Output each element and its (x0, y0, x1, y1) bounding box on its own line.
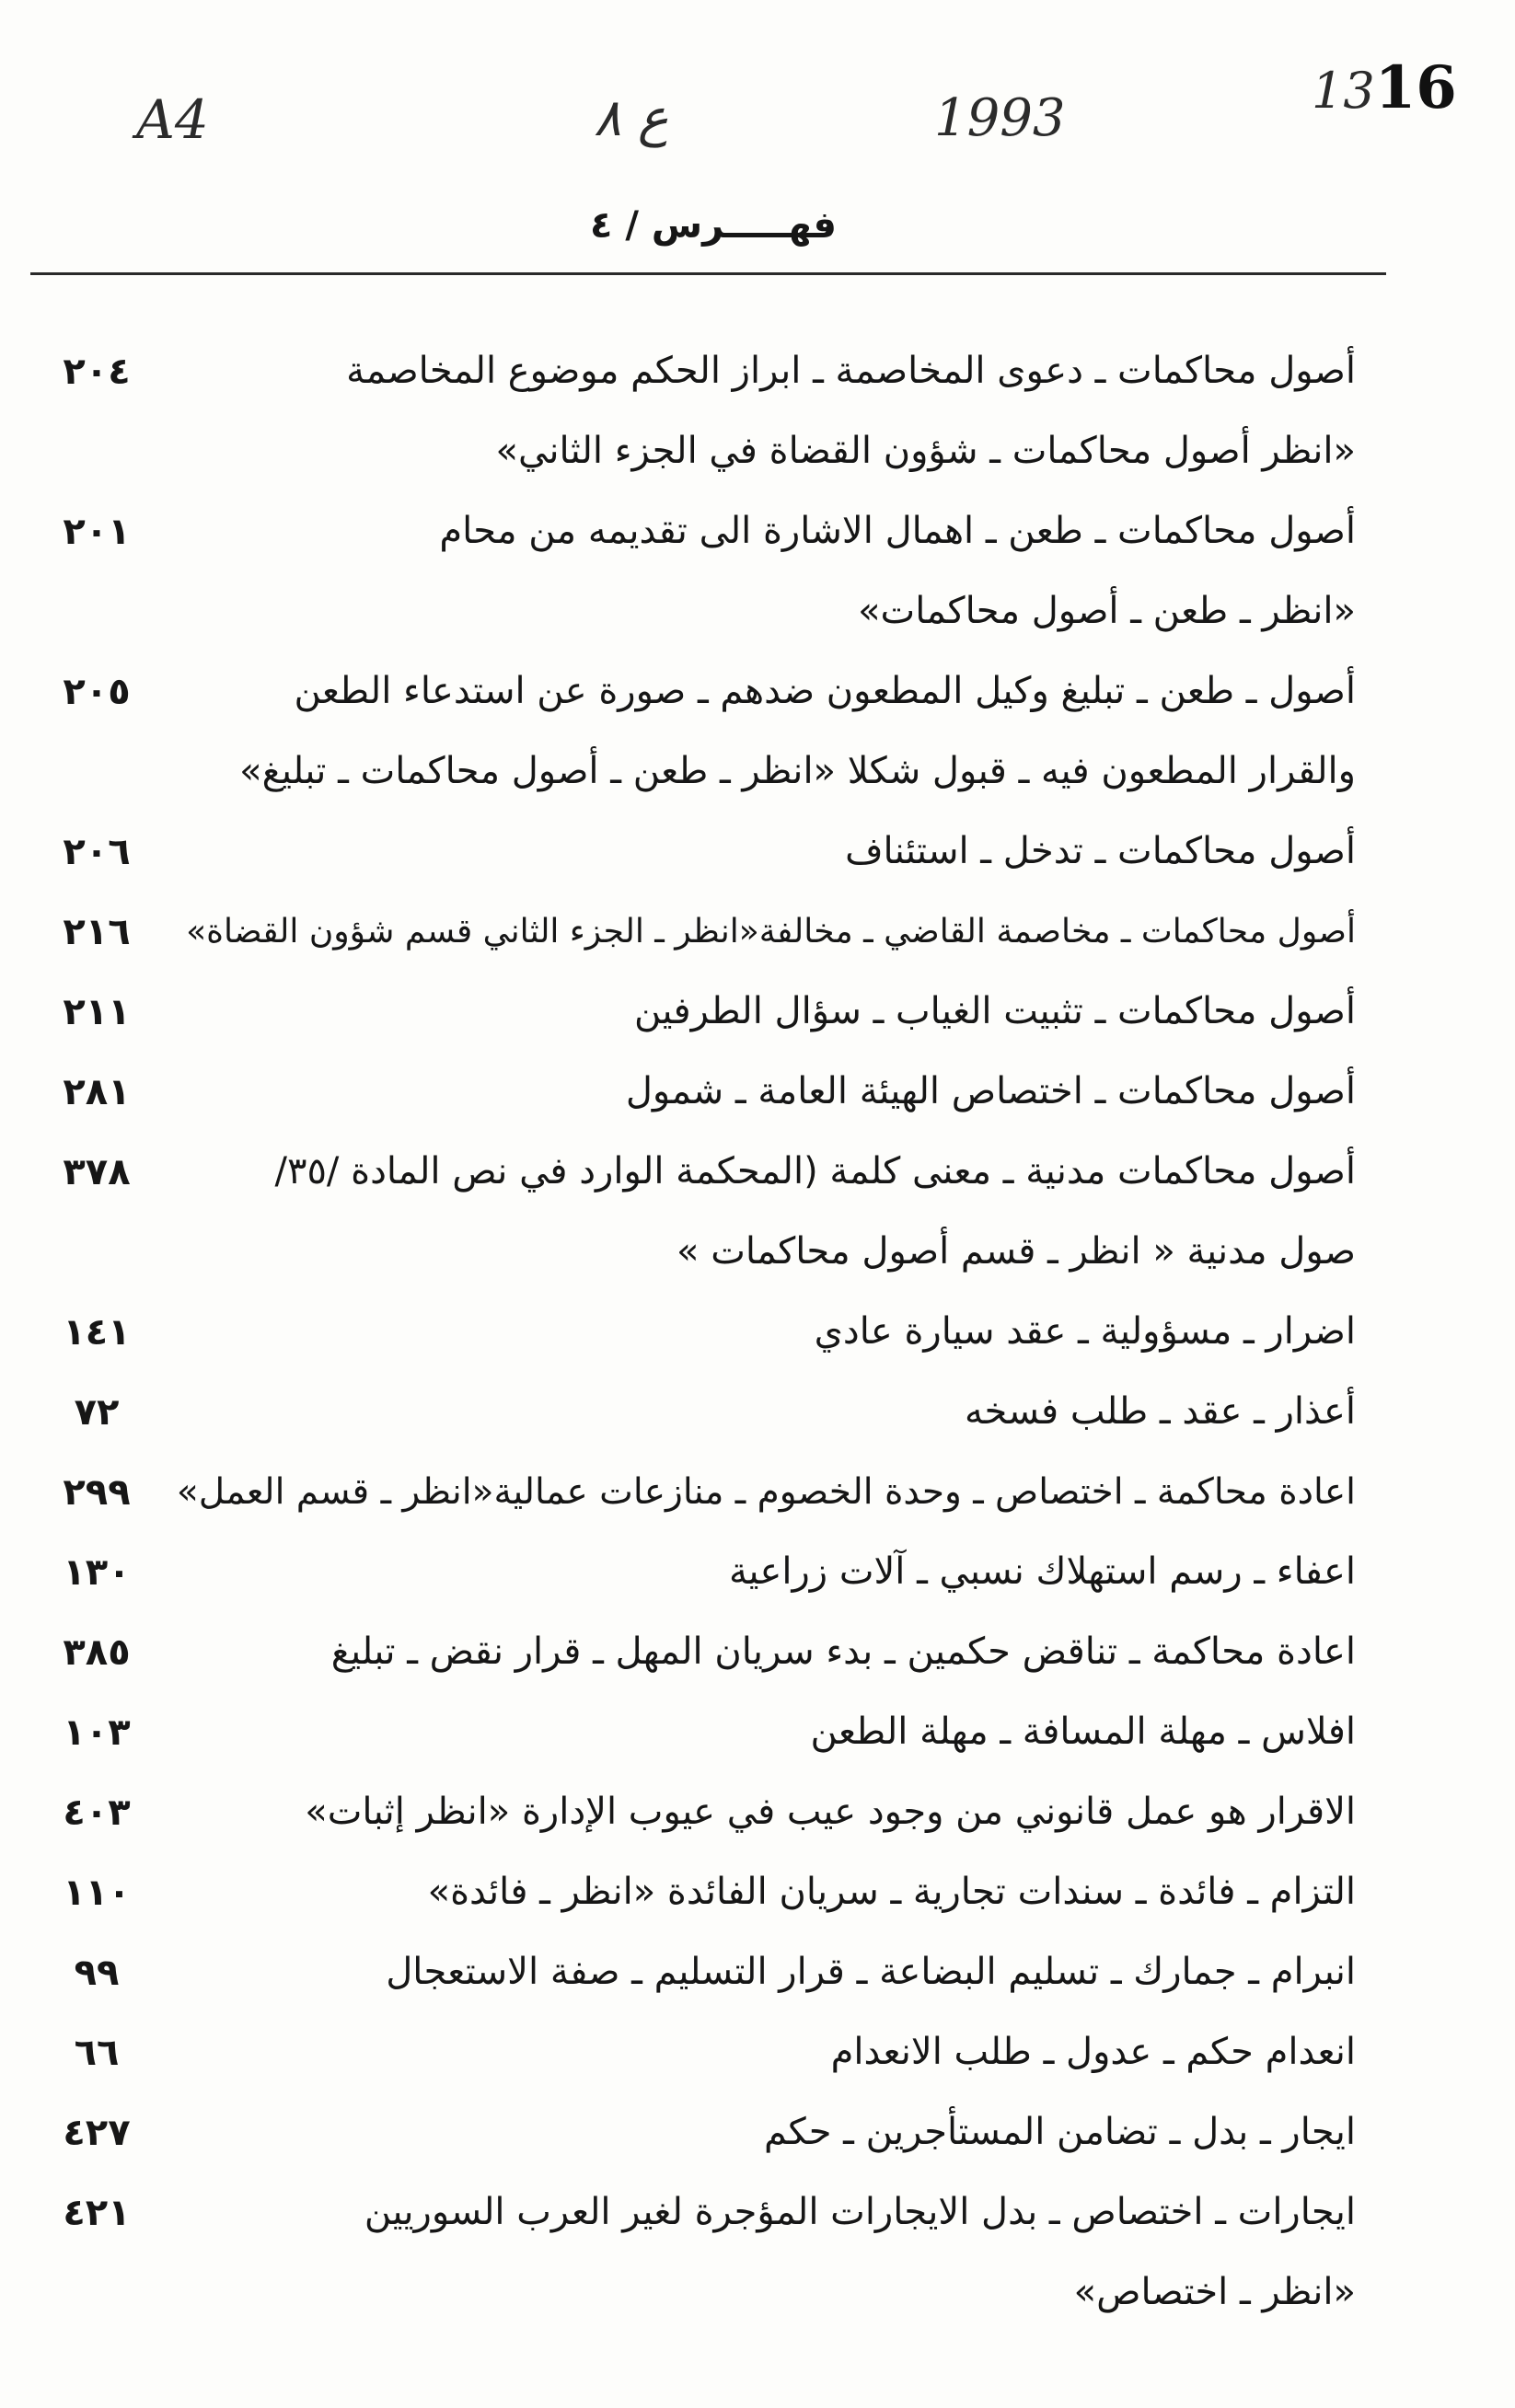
index-entry (28, 331, 1356, 491)
entry-line (28, 1292, 1356, 1372)
entry-line (28, 2012, 1356, 2092)
page-number: ٤٠٣ (63, 1791, 131, 1834)
entry-line (28, 812, 1356, 892)
entry-line (28, 1612, 1356, 1692)
index-entry (28, 1692, 1356, 1772)
page-title: فهـــــرس / ٤ (590, 204, 837, 247)
index-entry (28, 1532, 1356, 1612)
entry-line (28, 2172, 1356, 2252)
entry-line (28, 1452, 1356, 1532)
page-number: ٧٢ (74, 1390, 120, 1434)
entry-continuation: والقرار المطعون فيه ـ قبول شكلا «انظر ـ طعن ـ أصول محاكمات ـ تبليغ» (239, 750, 1356, 792)
page-number: ١٣٠ (63, 1550, 131, 1594)
page-number: ٤٢١ (63, 2191, 131, 2234)
page-number: ١٠٣ (63, 1711, 131, 1754)
entry-text: افلاس ـ مهلة المسافة ـ مهلة الطعن (810, 1711, 1356, 1753)
index-entry (28, 491, 1356, 651)
page-number: ٩٩ (74, 1951, 120, 1994)
index-entry (28, 812, 1356, 892)
header-divider (30, 272, 1386, 275)
entry-continuation: صول مدنية « انظر ـ قسم أصول محاكمات » (677, 1230, 1356, 1273)
page-number: ٣٧٨ (63, 1150, 131, 1193)
entry-text: التزام ـ فائدة ـ سندات تجارية ـ سريان الفائدة «انظر ـ فائدة» (427, 1871, 1356, 1913)
entry-line (28, 331, 1356, 411)
entry-text: اعادة محاكمة ـ اختصاص ـ وحدة الخصوم ـ منازعات عمالية«انظر ـ قسم العمل» (176, 1471, 1356, 1513)
entry-text: ايجارات ـ اختصاص ـ بدل الايجارات المؤجرة لغير العرب السوريين (364, 2191, 1356, 2233)
entry-line (28, 892, 1356, 972)
entry-text: أصول محاكمات ـ اختصاص الهيئة العامة ـ شمول (625, 1070, 1356, 1112)
entry-text: اعادة محاكمة ـ تناقض حكمين ـ بدء سريان المهل ـ قرار نقض ـ تبليغ (330, 1630, 1356, 1673)
entry-text: أصول محاكمات ـ دعوى المخاصمة ـ ابراز الحكم موضوع المخاصمة (346, 350, 1356, 392)
index-list (28, 331, 1356, 2333)
entry-line (28, 1372, 1356, 1452)
handwritten-archive-code: A4 (136, 88, 209, 151)
entry-line (28, 1532, 1356, 1612)
entry-text: أصول ـ طعن ـ تبليغ وكيل المطعون ضدهم ـ صورة عن استدعاء الطعن (294, 670, 1356, 712)
index-entry (28, 1372, 1356, 1452)
entry-text: انعدام حكم ـ عدول ـ طلب الانعدام (830, 2031, 1356, 2073)
index-entry (28, 1852, 1356, 1932)
entry-line (28, 972, 1356, 1052)
entry-text: أصول محاكمات ـ مخاصمة القاضي ـ مخالفة«انظر ـ الجزء الثاني قسم شؤون القضاة» (186, 913, 1356, 951)
index-entry (28, 651, 1356, 812)
entry-text: انبرام ـ جمارك ـ تسليم البضاعة ـ قرار التسليم ـ صفة الاستعجال (386, 1951, 1356, 1993)
entry-line (28, 1772, 1356, 1852)
index-entry (28, 892, 1356, 972)
entry-text: الاقرار هو عمل قانوني من وجود عيب في عيوب الإدارة «انظر إثبات» (305, 1791, 1356, 1833)
index-entry (28, 1292, 1356, 1372)
entry-line (28, 2252, 1356, 2333)
page-number: ٢٨١ (63, 1070, 131, 1113)
index-entry (28, 972, 1356, 1052)
entry-text: أصول محاكمات ـ تدخل ـ استئناف (845, 830, 1356, 872)
entry-text: أصول محاكمات ـ تثبيت الغياب ـ سؤال الطرفين (633, 990, 1356, 1032)
handwritten-page-number (1312, 53, 1457, 122)
page-number: ٣٨٥ (63, 1630, 131, 1674)
index-entry (28, 1132, 1356, 1292)
entry-line (28, 1212, 1356, 1292)
entry-line (28, 1852, 1356, 1932)
entry-line (28, 411, 1356, 491)
page-number: ١١٠ (63, 1871, 131, 1914)
page-number: ٢٩٩ (63, 1470, 131, 1514)
index-entry (28, 1612, 1356, 1692)
entry-text: أصول محاكمات مدنية ـ معنى كلمة (المحكمة الوارد في نص المادة /٣٥/ (274, 1150, 1356, 1192)
page-number: ٦٦ (74, 2031, 120, 2074)
index-entry (28, 1052, 1356, 1132)
entry-line (28, 1132, 1356, 1212)
entry-continuation: «انظر أصول محاكمات ـ شؤون القضاة في الجزء الثاني» (495, 430, 1356, 472)
entry-line (28, 1052, 1356, 1132)
entry-line (28, 732, 1356, 812)
stamped-number-part: 16 (1374, 53, 1457, 122)
page-number: ٢٠٥ (63, 670, 131, 713)
index-entry (28, 1772, 1356, 1852)
index-entry (28, 1932, 1356, 2012)
entry-text: اعفاء ـ رسم استهلاك نسبي ـ آلات زراعية (728, 1550, 1356, 1593)
page-number: ٢٠١ (63, 510, 131, 553)
index-entry (28, 2012, 1356, 2092)
entry-text: ايجار ـ بدل ـ تضامن المستأجرين ـ حكم (764, 2111, 1356, 2153)
index-entry (28, 2172, 1356, 2333)
handwritten-mark: ٨ ع (594, 88, 669, 148)
page-number: ٢٠٦ (63, 830, 131, 873)
entry-line (28, 571, 1356, 651)
entry-line (28, 651, 1356, 732)
entry-line (28, 1932, 1356, 2012)
entry-line (28, 491, 1356, 571)
index-entry (28, 2092, 1356, 2172)
entry-continuation: «انظر ـ طعن ـ أصول محاكمات» (858, 590, 1356, 632)
page-number: ٤٢٧ (63, 2111, 131, 2154)
entry-line (28, 1692, 1356, 1772)
entry-text: اضرار ـ مسؤولية ـ عقد سيارة عادي (814, 1310, 1356, 1353)
entry-text: أعذار ـ عقد ـ طلب فسخه (965, 1390, 1356, 1433)
entry-continuation: «انظر ـ اختصاص» (1073, 2271, 1356, 2313)
page-number: ٢١٦ (63, 910, 131, 953)
page-number: ١٤١ (63, 1310, 131, 1354)
handwritten-year: 1993 (934, 88, 1066, 148)
index-entry (28, 1452, 1356, 1532)
entry-text: أصول محاكمات ـ طعن ـ اهمال الاشارة الى تقديمه من محام (439, 510, 1356, 552)
page-number: ٢٠٤ (63, 350, 131, 393)
entry-line (28, 2092, 1356, 2172)
handwritten-number-part: 13 (1312, 62, 1375, 120)
page-number: ٢١١ (63, 990, 131, 1033)
